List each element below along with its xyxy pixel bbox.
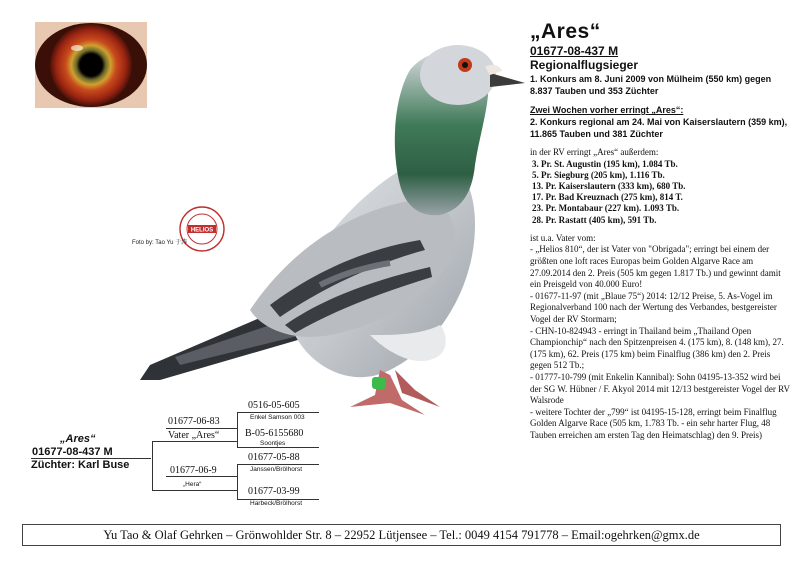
pedigree-connector xyxy=(166,428,237,429)
pedigree-connector xyxy=(152,441,153,491)
pedigree-connector xyxy=(237,464,319,465)
grandfather-f-note: Enkel Samson 003 xyxy=(250,414,305,421)
win-2-intro: Zwei Wochen vorher erringt „Ares“: xyxy=(530,105,684,115)
pedigree-connector xyxy=(166,476,237,477)
rank-title: Regionalflugsieger xyxy=(530,58,639,72)
offspring-item: - CHN-10-824943 - erringt in Thailand beim „Thailand Open Championchip“ nach den Spitzenpreisen 4. (175 km), 8. (148 km), 27. (175 km), 62. Preis (175 km) beim Finalflug (386 km) den 2. Preis gegen 512 Tb.; xyxy=(530,325,784,371)
father-name: Vater „Ares“ xyxy=(168,430,220,441)
result-item: 17. Pr. Bad Kreuznach (275 km), 814 T. xyxy=(532,192,683,203)
ring-number: 01677-08-437 M xyxy=(530,44,619,58)
pedigree-connector xyxy=(237,447,319,448)
contact-footer: Yu Tao & Olaf Gehrken – Grönwohlder Str. 8 – 22952 Lütjensee – Tel.: 0049 4154 791778 – Email:ogehrken@gmx.de xyxy=(22,524,781,546)
pigeon-title: „Ares“ xyxy=(530,20,601,43)
pedigree-connector xyxy=(237,464,238,500)
pedigree-name: „Ares“ xyxy=(60,433,96,445)
grandfather-m-ring: 01677-05-88 xyxy=(248,452,300,463)
grandmother-f-ring: B-05-6155680 xyxy=(245,428,304,439)
eye-photo xyxy=(35,22,147,108)
result-item: 5. Pr. Siegburg (205 km), 1.116 Tb. xyxy=(532,169,665,180)
grandmother-m-note: Harbeck/Brölhorst xyxy=(250,500,303,507)
pedigree-connector xyxy=(152,490,237,491)
grandmother-f-note: Soontjes xyxy=(260,440,286,447)
grandmother-m-ring: 01677-03-99 xyxy=(248,486,300,497)
offspring-item: - 01777-10-799 (mit Enkelin Kannibal): Sohn 04195-13-352 wird bei der SG W. Hübner / F. Akyol 2014 mit 12/13 bestgereister Vogel der RV Walsrode xyxy=(530,371,790,406)
grandfather-f-ring: 0516-05-605 xyxy=(248,400,300,411)
offspring-item: - „Helios 810“, der ist Vater von "Obrigada"; erringt bei einem der größten one loft races Europas beim Golden Algarve Race am 27.09.2014 den 2. Preis (505 km gegen 1.817 Tb.) und gewinnt damit ein Preisgeld von 40.000 Euro! xyxy=(530,244,781,290)
father-ring: 01677-06-83 xyxy=(168,416,220,427)
pedigree-connector xyxy=(237,412,238,448)
grandfather-m-note: Janssen/Brölhorst xyxy=(250,466,303,473)
result-item: 13. Pr. Kaiserslautern (333 km), 680 Tb. xyxy=(532,181,686,191)
result-item: 28. Pr. Rastatt (405 km), 591 Tb. xyxy=(532,214,657,225)
info-column xyxy=(530,20,790,442)
win-1: 1. Konkurs am 8. Juni 2009 von Mülheim (550 km) gegen 8.837 Tauben und 353 Züchter xyxy=(530,74,772,96)
win-2: 2. Konkurs regional am 24. Mai von Kaiserslautern (359 km), 11.865 Tauben und 381 Züchter xyxy=(530,117,788,139)
rv-intro: in der RV erringt „Ares“ außerdem: xyxy=(530,147,659,157)
mother-name: „Hera“ xyxy=(183,481,202,488)
mother-ring: 01677-06-9 xyxy=(170,465,217,476)
photo-credit: Foto by: Tao Yu 于涛 xyxy=(132,240,188,246)
offspring-item: - 01677-11-97 (mit „Blaue 75“) 2014: 12/12 Preise, 5. As-Vogel im Regionalverband 100 nach der Wertung des Verbandes, bestgereister Vogel der RV Stormarn; xyxy=(530,290,777,324)
result-item: 3. Pr. St. Augustin (195 km), 1.084 Tb. xyxy=(532,158,678,169)
offspring-item: - weitere Tochter der „799“ ist 04195-15-128, erringt beim Finalflug Golden Algarve Race (505 km, 1.783 Tb. - ein sehr harter Flug, 48 Tauben erreichen am ersten Tag den Heimatschlag) den 9. Preis) xyxy=(530,406,777,440)
svg-text:HELIOS: HELIOS xyxy=(190,227,214,234)
pedigree-connector xyxy=(237,412,319,413)
pedigree-ring: 01677-08-437 M xyxy=(32,446,113,458)
pedigree-connector xyxy=(152,441,237,442)
pedigree-breeder: Züchter: Karl Buse xyxy=(31,459,130,471)
father-intro: ist u.a. Vater vom: xyxy=(530,232,596,243)
result-item: 23. Pr. Montabaur (227 km). 1.093 Tb. xyxy=(532,203,680,214)
